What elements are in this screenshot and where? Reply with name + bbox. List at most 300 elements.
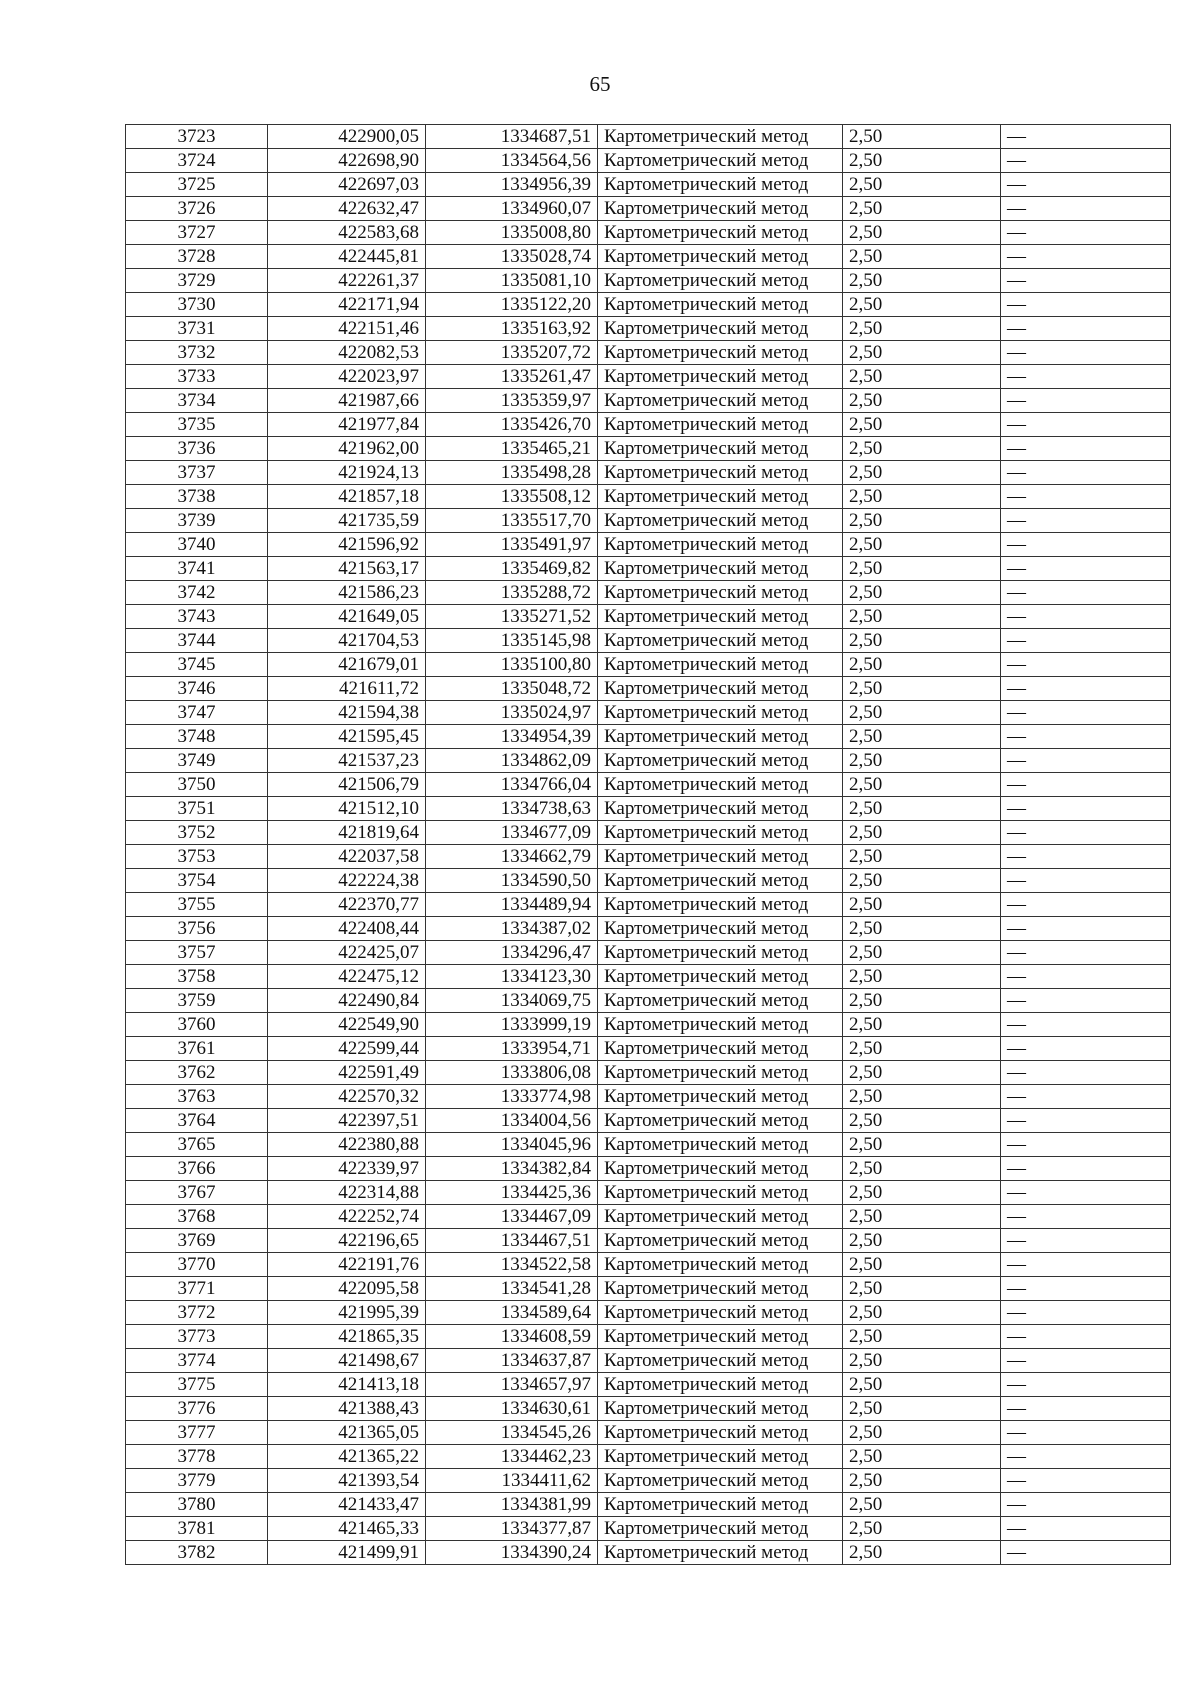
description-cell: —: [1001, 509, 1171, 533]
table-row: [126, 245, 1171, 269]
description-cell: —: [1001, 317, 1171, 341]
y-coordinate-cell: 1333954,71: [426, 1037, 598, 1061]
accuracy-cell: 2,50: [843, 677, 1001, 701]
table-row: [126, 1301, 1171, 1325]
x-coordinate-cell: 422339,97: [268, 1157, 426, 1181]
point-number-cell: 3767: [126, 1181, 268, 1205]
point-number-cell: 3778: [126, 1445, 268, 1469]
table-row: [126, 125, 1171, 149]
description-cell: —: [1001, 245, 1171, 269]
accuracy-cell: 2,50: [843, 1133, 1001, 1157]
x-coordinate-cell: 421594,38: [268, 701, 426, 725]
table-row: [126, 653, 1171, 677]
x-coordinate-cell: 421735,59: [268, 509, 426, 533]
accuracy-cell: 2,50: [843, 1157, 1001, 1181]
accuracy-cell: 2,50: [843, 197, 1001, 221]
description-cell: —: [1001, 917, 1171, 941]
point-number-cell: 3756: [126, 917, 268, 941]
x-coordinate-cell: 422370,77: [268, 893, 426, 917]
table-row: [126, 869, 1171, 893]
description-cell: —: [1001, 1541, 1171, 1565]
method-cell: Картометрический метод: [598, 1325, 843, 1349]
description-cell: —: [1001, 1013, 1171, 1037]
method-cell: Картометрический метод: [598, 1229, 843, 1253]
accuracy-cell: 2,50: [843, 1517, 1001, 1541]
accuracy-cell: 2,50: [843, 821, 1001, 845]
accuracy-cell: 2,50: [843, 437, 1001, 461]
x-coordinate-cell: 421393,54: [268, 1469, 426, 1493]
x-coordinate-cell: 421924,13: [268, 461, 426, 485]
method-cell: Картометрический метод: [598, 221, 843, 245]
y-coordinate-cell: 1335100,80: [426, 653, 598, 677]
table-row: [126, 1061, 1171, 1085]
y-coordinate-cell: 1334489,94: [426, 893, 598, 917]
point-number-cell: 3734: [126, 389, 268, 413]
accuracy-cell: 2,50: [843, 1349, 1001, 1373]
y-coordinate-cell: 1334296,47: [426, 941, 598, 965]
x-coordinate-cell: 421537,23: [268, 749, 426, 773]
point-number-cell: 3757: [126, 941, 268, 965]
method-cell: Картометрический метод: [598, 413, 843, 437]
table-row: [126, 1325, 1171, 1349]
y-coordinate-cell: 1335122,20: [426, 293, 598, 317]
table-row: [126, 989, 1171, 1013]
method-cell: Картометрический метод: [598, 965, 843, 989]
y-coordinate-cell: 1334589,64: [426, 1301, 598, 1325]
table-row: [126, 1421, 1171, 1445]
y-coordinate-cell: 1334956,39: [426, 173, 598, 197]
table-row: [126, 893, 1171, 917]
accuracy-cell: 2,50: [843, 149, 1001, 173]
x-coordinate-cell: 421365,22: [268, 1445, 426, 1469]
point-number-cell: 3754: [126, 869, 268, 893]
method-cell: Картометрический метод: [598, 1541, 843, 1565]
point-number-cell: 3751: [126, 797, 268, 821]
y-coordinate-cell: 1334390,24: [426, 1541, 598, 1565]
x-coordinate-cell: 422549,90: [268, 1013, 426, 1037]
method-cell: Картометрический метод: [598, 245, 843, 269]
table-row: [126, 821, 1171, 845]
accuracy-cell: 2,50: [843, 389, 1001, 413]
method-cell: Картометрический метод: [598, 1301, 843, 1325]
table-row: [126, 1013, 1171, 1037]
x-coordinate-cell: 422171,94: [268, 293, 426, 317]
y-coordinate-cell: 1334738,63: [426, 797, 598, 821]
y-coordinate-cell: 1335517,70: [426, 509, 598, 533]
y-coordinate-cell: 1334123,30: [426, 965, 598, 989]
description-cell: —: [1001, 557, 1171, 581]
accuracy-cell: 2,50: [843, 989, 1001, 1013]
table-row: [126, 581, 1171, 605]
y-coordinate-cell: 1335207,72: [426, 341, 598, 365]
y-coordinate-cell: 1334954,39: [426, 725, 598, 749]
x-coordinate-cell: 421977,84: [268, 413, 426, 437]
table-row: [126, 317, 1171, 341]
accuracy-cell: 2,50: [843, 1493, 1001, 1517]
method-cell: Картометрический метод: [598, 437, 843, 461]
method-cell: Картометрический метод: [598, 773, 843, 797]
point-number-cell: 3729: [126, 269, 268, 293]
x-coordinate-cell: 421857,18: [268, 485, 426, 509]
description-cell: —: [1001, 533, 1171, 557]
x-coordinate-cell: 421679,01: [268, 653, 426, 677]
accuracy-cell: 2,50: [843, 1301, 1001, 1325]
x-coordinate-cell: 421413,18: [268, 1373, 426, 1397]
method-cell: Картометрический метод: [598, 1253, 843, 1277]
accuracy-cell: 2,50: [843, 845, 1001, 869]
y-coordinate-cell: 1335081,10: [426, 269, 598, 293]
table-row: [126, 1445, 1171, 1469]
y-coordinate-cell: 1333806,08: [426, 1061, 598, 1085]
method-cell: Картометрический метод: [598, 1157, 843, 1181]
x-coordinate-cell: 421995,39: [268, 1301, 426, 1325]
point-number-cell: 3738: [126, 485, 268, 509]
x-coordinate-cell: 422082,53: [268, 341, 426, 365]
method-cell: Картометрический метод: [598, 1013, 843, 1037]
description-cell: —: [1001, 1493, 1171, 1517]
y-coordinate-cell: 1335465,21: [426, 437, 598, 461]
point-number-cell: 3765: [126, 1133, 268, 1157]
y-coordinate-cell: 1335145,98: [426, 629, 598, 653]
y-coordinate-cell: 1335163,92: [426, 317, 598, 341]
x-coordinate-cell: 421611,72: [268, 677, 426, 701]
x-coordinate-cell: 422697,03: [268, 173, 426, 197]
accuracy-cell: 2,50: [843, 917, 1001, 941]
point-number-cell: 3737: [126, 461, 268, 485]
table-row: [126, 533, 1171, 557]
description-cell: —: [1001, 1373, 1171, 1397]
x-coordinate-cell: 422151,46: [268, 317, 426, 341]
accuracy-cell: 2,50: [843, 1445, 1001, 1469]
table-row: [126, 149, 1171, 173]
accuracy-cell: 2,50: [843, 245, 1001, 269]
table-row: [126, 965, 1171, 989]
x-coordinate-cell: 422475,12: [268, 965, 426, 989]
accuracy-cell: 2,50: [843, 173, 1001, 197]
table-row: [126, 341, 1171, 365]
description-cell: —: [1001, 581, 1171, 605]
point-number-cell: 3758: [126, 965, 268, 989]
point-number-cell: 3779: [126, 1469, 268, 1493]
table-row: [126, 389, 1171, 413]
accuracy-cell: 2,50: [843, 221, 1001, 245]
description-cell: —: [1001, 941, 1171, 965]
point-number-cell: 3723: [126, 125, 268, 149]
description-cell: —: [1001, 701, 1171, 725]
accuracy-cell: 2,50: [843, 629, 1001, 653]
y-coordinate-cell: 1334687,51: [426, 125, 598, 149]
description-cell: —: [1001, 1205, 1171, 1229]
method-cell: Картометрический метод: [598, 701, 843, 725]
y-coordinate-cell: 1334069,75: [426, 989, 598, 1013]
x-coordinate-cell: 422599,44: [268, 1037, 426, 1061]
table-row: [126, 1205, 1171, 1229]
point-number-cell: 3774: [126, 1349, 268, 1373]
accuracy-cell: 2,50: [843, 1181, 1001, 1205]
y-coordinate-cell: 1335491,97: [426, 533, 598, 557]
point-number-cell: 3746: [126, 677, 268, 701]
accuracy-cell: 2,50: [843, 701, 1001, 725]
accuracy-cell: 2,50: [843, 125, 1001, 149]
accuracy-cell: 2,50: [843, 485, 1001, 509]
x-coordinate-cell: 422445,81: [268, 245, 426, 269]
method-cell: Картометрический метод: [598, 677, 843, 701]
description-cell: —: [1001, 197, 1171, 221]
method-cell: Картометрический метод: [598, 917, 843, 941]
description-cell: —: [1001, 1349, 1171, 1373]
point-number-cell: 3731: [126, 317, 268, 341]
y-coordinate-cell: 1335426,70: [426, 413, 598, 437]
point-number-cell: 3753: [126, 845, 268, 869]
table-row: [126, 509, 1171, 533]
table-row: [126, 701, 1171, 725]
point-number-cell: 3741: [126, 557, 268, 581]
x-coordinate-cell: 422591,49: [268, 1061, 426, 1085]
point-number-cell: 3726: [126, 197, 268, 221]
table-row: [126, 605, 1171, 629]
accuracy-cell: 2,50: [843, 797, 1001, 821]
point-number-cell: 3761: [126, 1037, 268, 1061]
point-number-cell: 3772: [126, 1301, 268, 1325]
table-row: [126, 1229, 1171, 1253]
y-coordinate-cell: 1333999,19: [426, 1013, 598, 1037]
y-coordinate-cell: 1335024,97: [426, 701, 598, 725]
table-row: [126, 1349, 1171, 1373]
method-cell: Картометрический метод: [598, 941, 843, 965]
method-cell: Картометрический метод: [598, 1205, 843, 1229]
table-row: [126, 365, 1171, 389]
method-cell: Картометрический метод: [598, 1109, 843, 1133]
y-coordinate-cell: 1334766,04: [426, 773, 598, 797]
table-row: [126, 461, 1171, 485]
method-cell: Картометрический метод: [598, 1085, 843, 1109]
table-row: [126, 629, 1171, 653]
point-number-cell: 3766: [126, 1157, 268, 1181]
description-cell: —: [1001, 1061, 1171, 1085]
accuracy-cell: 2,50: [843, 749, 1001, 773]
x-coordinate-cell: 421365,05: [268, 1421, 426, 1445]
description-cell: —: [1001, 1157, 1171, 1181]
accuracy-cell: 2,50: [843, 653, 1001, 677]
method-cell: Картометрический метод: [598, 1373, 843, 1397]
method-cell: Картометрический метод: [598, 1517, 843, 1541]
x-coordinate-cell: 421649,05: [268, 605, 426, 629]
description-cell: —: [1001, 365, 1171, 389]
description-cell: —: [1001, 1469, 1171, 1493]
description-cell: —: [1001, 653, 1171, 677]
table-row: [126, 1157, 1171, 1181]
description-cell: —: [1001, 845, 1171, 869]
method-cell: Картометрический метод: [598, 125, 843, 149]
x-coordinate-cell: 422095,58: [268, 1277, 426, 1301]
accuracy-cell: 2,50: [843, 1229, 1001, 1253]
description-cell: —: [1001, 965, 1171, 989]
table-row: [126, 293, 1171, 317]
method-cell: Картометрический метод: [598, 989, 843, 1013]
y-coordinate-cell: 1335028,74: [426, 245, 598, 269]
method-cell: Картометрический метод: [598, 1277, 843, 1301]
description-cell: —: [1001, 1133, 1171, 1157]
point-number-cell: 3743: [126, 605, 268, 629]
y-coordinate-cell: 1334387,02: [426, 917, 598, 941]
x-coordinate-cell: 421962,00: [268, 437, 426, 461]
description-cell: —: [1001, 1301, 1171, 1325]
method-cell: Картометрический метод: [598, 581, 843, 605]
point-number-cell: 3730: [126, 293, 268, 317]
point-number-cell: 3770: [126, 1253, 268, 1277]
method-cell: Картометрический метод: [598, 461, 843, 485]
y-coordinate-cell: 1335508,12: [426, 485, 598, 509]
method-cell: Картометрический метод: [598, 1493, 843, 1517]
y-coordinate-cell: 1334630,61: [426, 1397, 598, 1421]
accuracy-cell: 2,50: [843, 341, 1001, 365]
description-cell: —: [1001, 725, 1171, 749]
x-coordinate-cell: 421433,47: [268, 1493, 426, 1517]
point-number-cell: 3748: [126, 725, 268, 749]
table-row: [126, 221, 1171, 245]
point-number-cell: 3747: [126, 701, 268, 725]
accuracy-cell: 2,50: [843, 1469, 1001, 1493]
description-cell: —: [1001, 437, 1171, 461]
y-coordinate-cell: 1334657,97: [426, 1373, 598, 1397]
x-coordinate-cell: 421512,10: [268, 797, 426, 821]
point-number-cell: 3742: [126, 581, 268, 605]
description-cell: —: [1001, 821, 1171, 845]
method-cell: Картометрический метод: [598, 869, 843, 893]
description-cell: —: [1001, 485, 1171, 509]
table-row: [126, 485, 1171, 509]
y-coordinate-cell: 1334377,87: [426, 1517, 598, 1541]
point-number-cell: 3763: [126, 1085, 268, 1109]
y-coordinate-cell: 1334045,96: [426, 1133, 598, 1157]
method-cell: Картометрический метод: [598, 485, 843, 509]
accuracy-cell: 2,50: [843, 461, 1001, 485]
x-coordinate-cell: 422314,88: [268, 1181, 426, 1205]
x-coordinate-cell: 422252,74: [268, 1205, 426, 1229]
point-number-cell: 3745: [126, 653, 268, 677]
point-number-cell: 3776: [126, 1397, 268, 1421]
table-row: [126, 1517, 1171, 1541]
x-coordinate-cell: 421563,17: [268, 557, 426, 581]
description-cell: —: [1001, 269, 1171, 293]
description-cell: —: [1001, 629, 1171, 653]
y-coordinate-cell: 1334381,99: [426, 1493, 598, 1517]
method-cell: Картометрический метод: [598, 509, 843, 533]
point-number-cell: 3749: [126, 749, 268, 773]
table-row: [126, 269, 1171, 293]
x-coordinate-cell: 422261,37: [268, 269, 426, 293]
method-cell: Картометрический метод: [598, 149, 843, 173]
accuracy-cell: 2,50: [843, 1013, 1001, 1037]
method-cell: Картометрический метод: [598, 797, 843, 821]
x-coordinate-cell: 421595,45: [268, 725, 426, 749]
method-cell: Картометрический метод: [598, 341, 843, 365]
x-coordinate-cell: 422397,51: [268, 1109, 426, 1133]
y-coordinate-cell: 1334004,56: [426, 1109, 598, 1133]
method-cell: Картометрический метод: [598, 317, 843, 341]
accuracy-cell: 2,50: [843, 965, 1001, 989]
method-cell: Картометрический метод: [598, 293, 843, 317]
accuracy-cell: 2,50: [843, 1325, 1001, 1349]
table-row: [126, 1181, 1171, 1205]
accuracy-cell: 2,50: [843, 557, 1001, 581]
y-coordinate-cell: 1334467,51: [426, 1229, 598, 1253]
method-cell: Картометрический метод: [598, 1469, 843, 1493]
x-coordinate-cell: 422900,05: [268, 125, 426, 149]
y-coordinate-cell: 1334564,56: [426, 149, 598, 173]
point-number-cell: 3769: [126, 1229, 268, 1253]
description-cell: —: [1001, 1517, 1171, 1541]
point-number-cell: 3782: [126, 1541, 268, 1565]
accuracy-cell: 2,50: [843, 725, 1001, 749]
table-row: [126, 845, 1171, 869]
x-coordinate-cell: 422023,97: [268, 365, 426, 389]
y-coordinate-cell: 1335469,82: [426, 557, 598, 581]
x-coordinate-cell: 421865,35: [268, 1325, 426, 1349]
description-cell: —: [1001, 749, 1171, 773]
description-cell: —: [1001, 389, 1171, 413]
x-coordinate-cell: 422380,88: [268, 1133, 426, 1157]
accuracy-cell: 2,50: [843, 893, 1001, 917]
table-row: [126, 1373, 1171, 1397]
point-number-cell: 3736: [126, 437, 268, 461]
table-row: [126, 797, 1171, 821]
table-row: [126, 437, 1171, 461]
description-cell: —: [1001, 773, 1171, 797]
method-cell: Картометрический метод: [598, 1061, 843, 1085]
description-cell: —: [1001, 869, 1171, 893]
point-number-cell: 3780: [126, 1493, 268, 1517]
point-number-cell: 3739: [126, 509, 268, 533]
accuracy-cell: 2,50: [843, 581, 1001, 605]
description-cell: —: [1001, 677, 1171, 701]
description-cell: —: [1001, 989, 1171, 1013]
accuracy-cell: 2,50: [843, 317, 1001, 341]
table-row: [126, 725, 1171, 749]
y-coordinate-cell: 1335271,52: [426, 605, 598, 629]
method-cell: Картометрический метод: [598, 821, 843, 845]
point-number-cell: 3762: [126, 1061, 268, 1085]
table-row: [126, 1109, 1171, 1133]
accuracy-cell: 2,50: [843, 1253, 1001, 1277]
accuracy-cell: 2,50: [843, 269, 1001, 293]
x-coordinate-cell: 422224,38: [268, 869, 426, 893]
y-coordinate-cell: 1335498,28: [426, 461, 598, 485]
coordinates-table: [125, 124, 1171, 1565]
x-coordinate-cell: 422196,65: [268, 1229, 426, 1253]
description-cell: —: [1001, 1277, 1171, 1301]
method-cell: Картометрический метод: [598, 1421, 843, 1445]
point-number-cell: 3764: [126, 1109, 268, 1133]
accuracy-cell: 2,50: [843, 1277, 1001, 1301]
page-number: 65: [589, 72, 611, 96]
point-number-cell: 3777: [126, 1421, 268, 1445]
method-cell: Картометрический метод: [598, 557, 843, 581]
point-number-cell: 3768: [126, 1205, 268, 1229]
x-coordinate-cell: 422698,90: [268, 149, 426, 173]
table-row: [126, 557, 1171, 581]
table-row: [126, 1397, 1171, 1421]
y-coordinate-cell: 1334662,79: [426, 845, 598, 869]
method-cell: Картометрический метод: [598, 725, 843, 749]
method-cell: Картометрический метод: [598, 1445, 843, 1469]
accuracy-cell: 2,50: [843, 533, 1001, 557]
table-row: [126, 941, 1171, 965]
method-cell: Картометрический метод: [598, 533, 843, 557]
y-coordinate-cell: 1334411,62: [426, 1469, 598, 1493]
accuracy-cell: 2,50: [843, 1037, 1001, 1061]
table-row: [126, 917, 1171, 941]
